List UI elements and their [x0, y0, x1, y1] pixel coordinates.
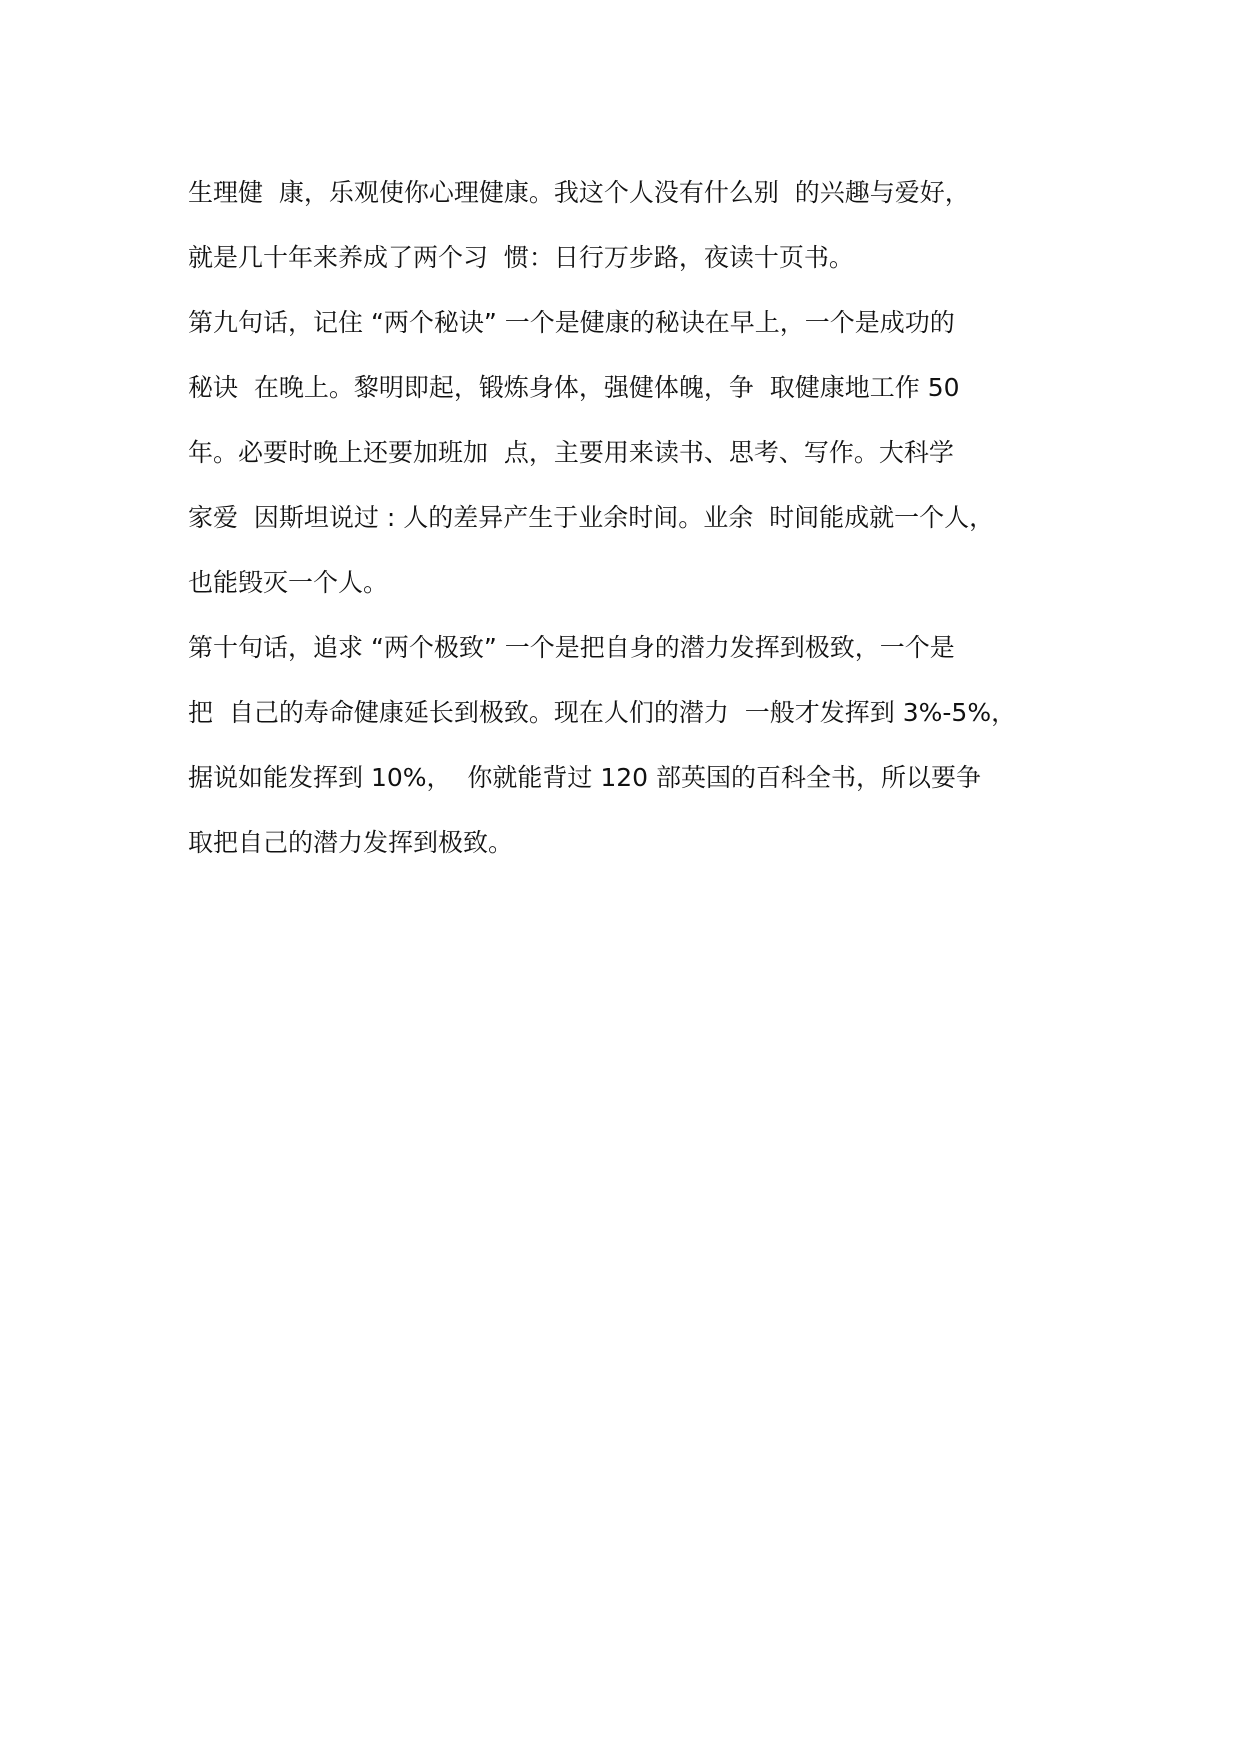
- text-line: 生理健 康，乐观使你心理健康。我这个人没有什么别 的兴趣与爱好，: [188, 178, 970, 207]
- text-line: 把 自己的寿命健康延长到极致。现在人们的潜力 一般才发挥到 3%-5%，: [188, 698, 1017, 727]
- text-line: 家爱 因斯坦说过 : 人的差异产生于业余时间。业余 时间能成就一个人，: [188, 503, 995, 532]
- text-line: 秘诀 在晚上。黎明即起，锻炼身体，强健体魄，争 取健康地工作 50: [188, 373, 960, 402]
- text-line: 也能毁灭一个人。: [188, 568, 389, 597]
- text-line: 第九句话，记住 “两个秘诀” 一个是健康的秘诀在早上，一个是成功的: [188, 308, 955, 337]
- text-line: 年。必要时晚上还要加班加 点，主要用来读书、思考、写作。大科学: [188, 438, 954, 467]
- text-line: 据说如能发挥到 10%， 你就能背过 120 部英国的百科全书，所以要争: [188, 763, 982, 792]
- body-text: [188, 160, 1108, 875]
- text-line: 第十句话，追求 “两个极致” 一个是把自身的潜力发挥到极致，一个是: [188, 633, 955, 662]
- text-line: 取把自己的潜力发挥到极致。: [188, 828, 514, 857]
- text-line: 就是几十年来养成了两个习 惯：日行万步路，夜读十页书。: [188, 243, 854, 272]
